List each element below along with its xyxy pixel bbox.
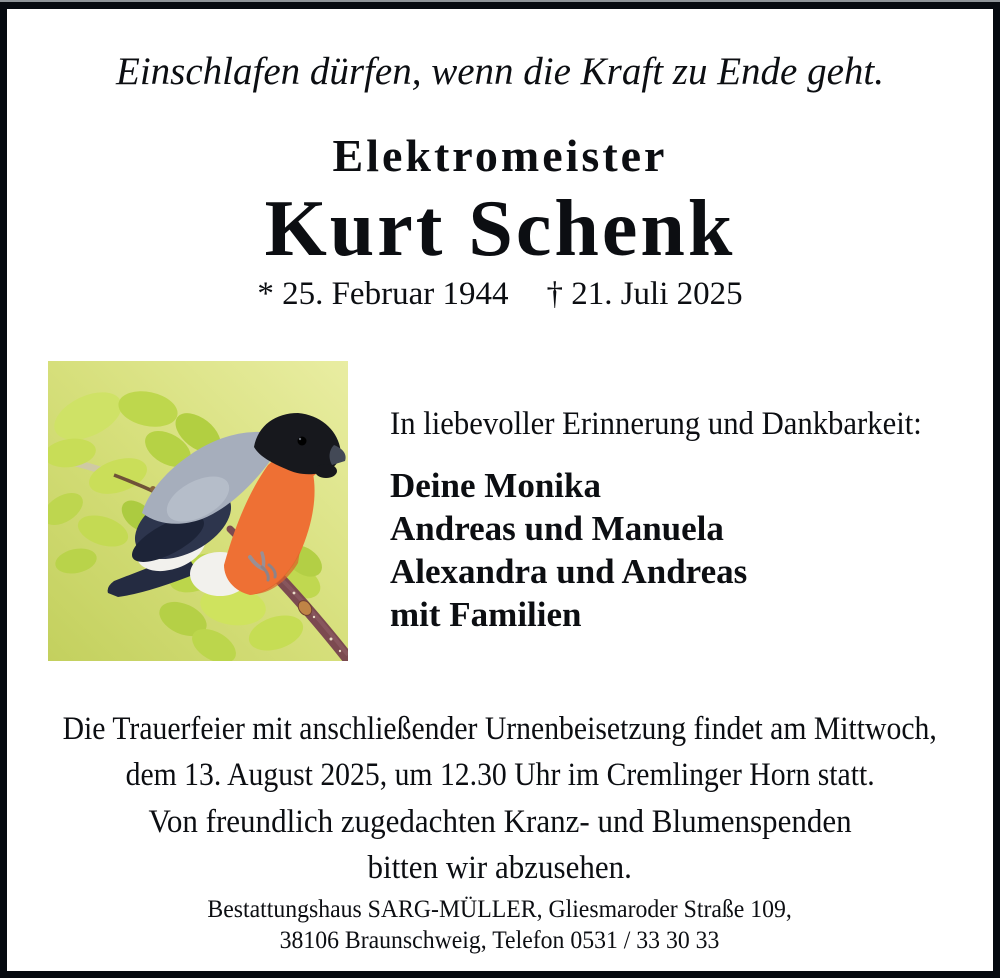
service-announcement	[0, 706, 1000, 798]
profession-title: Elektromeister	[332, 130, 668, 181]
funeral-home-info	[0, 894, 1000, 956]
death-date: † 21. Juli 2025	[546, 276, 743, 312]
donation-line-1: Von freundlich zugedachten Kranz- und Blumenspenden	[148, 804, 852, 840]
memorial-intro: In liebevoller Erinnerung und Dankbarkeit:	[390, 406, 922, 442]
mourner-name: Deine Monika	[390, 466, 601, 505]
mourner-name: Andreas und Manuela	[390, 509, 724, 548]
funeral-home-line-2: 38106 Braunschweig, Telefon 0531 / 33 30 33	[280, 927, 720, 954]
bullfinch-photo	[48, 361, 348, 661]
donation-note	[0, 799, 1000, 891]
donation-line-2: bitten wir abzusehen.	[367, 850, 633, 886]
mourner-name: mit Familien	[390, 595, 582, 634]
memorial-block	[390, 406, 962, 636]
service-line-1: Die Trauerfeier mit anschließender Urnenbeisetzung findet am Mittwoch,	[62, 711, 938, 747]
life-dates	[0, 276, 1000, 313]
birth-date: * 25. Februar 1944	[257, 276, 509, 312]
mourner-name: Alexandra und Andreas	[390, 552, 748, 591]
funeral-home-line-1: Bestattungshaus SARG-MÜLLER, Gliesmaroder Straße 109,	[207, 896, 793, 923]
service-line-2: dem 13. August 2025, um 12.30 Uhr im Cremlinger Horn statt.	[125, 757, 875, 793]
deceased-name: Kurt Schenk	[264, 185, 736, 273]
obituary-quote: Einschlafen dürfen, wenn die Kraft zu Ende geht.	[116, 50, 884, 93]
screen-top-hairline	[0, 0, 1000, 2]
